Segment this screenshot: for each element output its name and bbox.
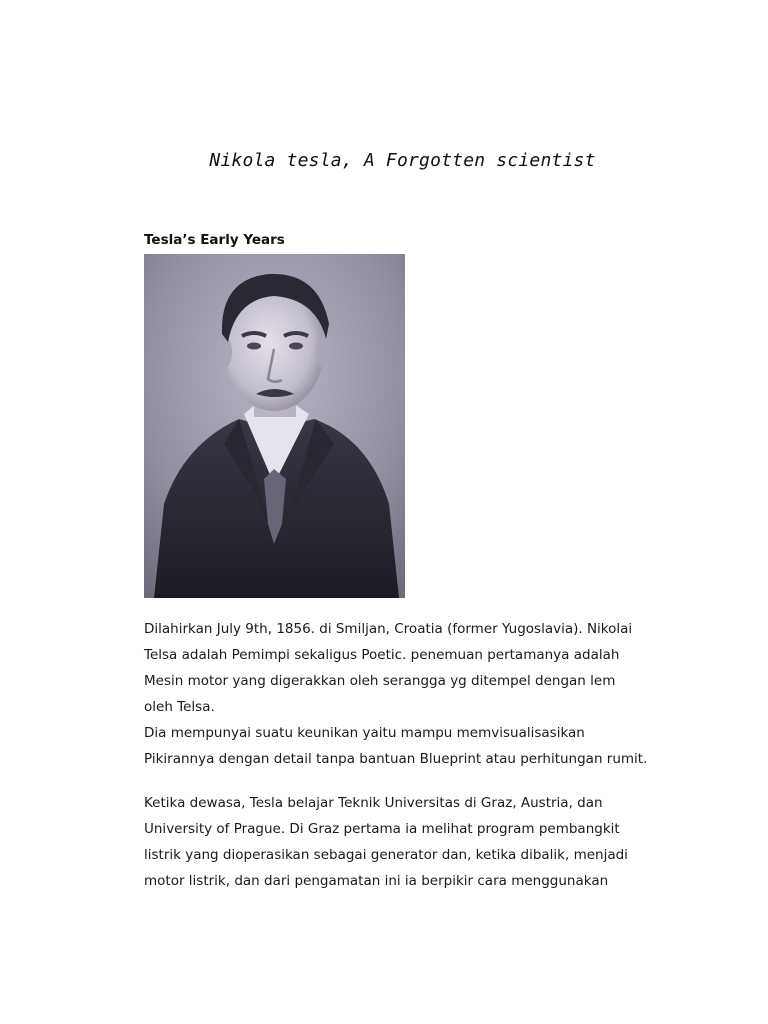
paragraph-line: Dia mempunyai suatu keunikan yaitu mampu memvisualisasikan	[144, 725, 585, 741]
paragraph-line: Mesin motor yang digerakkan oleh serangga yg ditempel dengan lem	[144, 673, 616, 689]
paragraph-line: University of Prague. Di Graz pertama ia melihat program pembangkit	[144, 821, 620, 837]
paragraph-line: Ketika dewasa, Tesla belajar Teknik Universitas di Graz, Austria, dan	[144, 795, 603, 811]
paragraph-line: Pikirannya dengan detail tanpa bantuan Blueprint atau perhitungan rumit.	[144, 751, 648, 767]
paragraph-line: oleh Telsa.	[144, 699, 215, 715]
portrait-image	[144, 254, 405, 598]
paragraph-line: listrik yang dioperasikan sebagai generator dan, ketika dibalik, menjadi	[144, 847, 628, 863]
paragraph-line: Telsa adalah Pemimpi sekaligus Poetic. penemuan pertamanya adalah	[144, 647, 620, 663]
document-title: Nikola tesla, A Forgotten scientist	[209, 150, 596, 171]
portrait-photo	[144, 254, 405, 598]
paragraph-education	[144, 790, 684, 894]
paragraph-line: Dilahirkan July 9th, 1856. di Smiljan, Croatia (former Yugoslavia). Nikolai	[144, 621, 633, 637]
section-heading: Tesla’s Early Years	[144, 232, 285, 248]
paragraph-early-life	[144, 616, 684, 772]
paragraph-line: motor listrik, dan dari pengamatan ini ia berpikir cara menggunakan	[144, 873, 609, 889]
